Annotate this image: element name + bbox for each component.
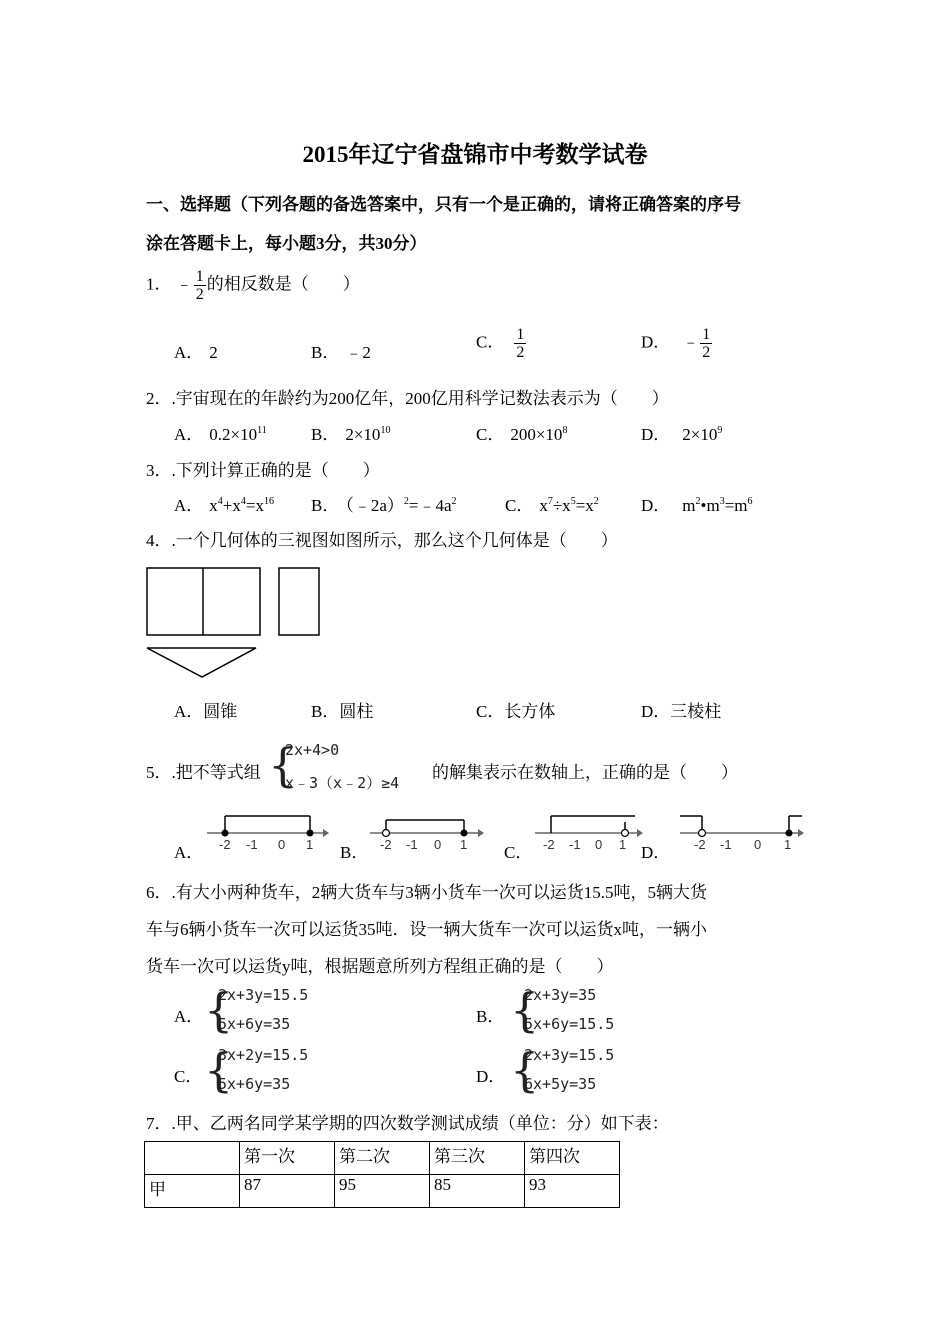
number-line-d [678,810,806,852]
option-exponent: 10 [380,425,391,436]
side-view [279,568,319,635]
top-view [147,648,256,677]
tick-label: 1 [784,837,792,852]
option-label: A． [174,343,204,362]
option-base: 200×10 [510,425,563,444]
arrow-icon [323,829,329,837]
question-4: 4．.一个几何体的三视图如图所示，那么这个几何体是（ ） [146,531,618,550]
option-expression: $x^4+x^4=x^{16}$ [209,496,274,515]
q4-option-b: B．圆柱 [311,702,374,721]
brace-icon: { [204,1043,234,1097]
question-7: 7．.甲、乙两名同学某学期的四次数学测试成绩（单位：分）如下表： [146,1114,669,1133]
minus-sign: ﹣ [682,332,700,352]
option-exponent: 9 [717,425,723,436]
minus-sign: ﹣ [175,274,193,294]
tick-label: -1 [569,837,581,852]
q6-b-eq2: 5x+6y=15.5 [524,1015,615,1033]
option-label: D． [641,425,671,444]
open-endpoint [699,830,706,837]
tick-label: -2 [543,837,555,852]
question-2: 2．.宇宙现在的年龄约为200亿年，200亿用科学记数法表示为（ ） [146,389,669,408]
tick-label: -2 [380,837,392,852]
q1-option-c [476,326,527,361]
q1-option-a [174,338,218,363]
q6-a-eq1: 2x+3y=15.5 [218,986,309,1004]
arrow-icon [637,829,643,837]
solid-endpoint [307,830,314,837]
option-label: B． [311,496,340,515]
inequality-2: x﹣3（x﹣2）≥4 [285,774,400,792]
denominator: 2 [195,286,204,303]
q5-option-c-label: C． [504,843,533,862]
option-exponent: 8 [562,425,568,436]
question-text: 的相反数是（ ） [206,274,360,294]
q6-d-eq2: 6x+5y=35 [524,1075,597,1093]
page-title: 2015年辽宁省盘锦市中考数学试卷 [302,142,648,167]
numerator: 1 [702,326,711,343]
question-6-line2: 车与6辆小货车一次可以运货35吨．设一辆大货车一次可以运货x吨，一辆小 [146,920,707,939]
q4-option-a: A．圆锥 [174,702,238,721]
option-label: C． [476,425,505,444]
option-label: B． [311,425,340,444]
option-label: A． [174,425,204,444]
option-expression: $x^7\div x^5=x^2$ [539,496,599,515]
table-cell: 95 [335,1175,430,1208]
option-label: C． [505,496,534,515]
tick-label: 0 [754,837,762,852]
header-cell: 第二次 [335,1142,430,1175]
question-1 [146,268,360,303]
option-label: D． [641,332,671,352]
table-cell: 87 [240,1175,335,1208]
header-cell [145,1142,240,1175]
solid-endpoint [786,830,793,837]
tick-label: -1 [406,837,418,852]
solid-endpoint [222,830,229,837]
option-label: C． [476,332,505,352]
q2-option-d [641,420,722,445]
open-endpoint [622,830,629,837]
option-base: 2×10 [682,425,718,444]
header-cell: 第三次 [430,1142,525,1175]
q6-option-a-label: A． [174,1007,204,1026]
q4-option-d: D．三棱柱 [641,702,722,721]
q3-option-a [174,491,274,516]
table-cell: 85 [430,1175,525,1208]
option-text: 2 [209,343,218,362]
number-line-c [533,812,645,852]
option-exponent: 11 [257,425,267,436]
q6-option-c-label: C． [174,1067,203,1086]
option-label: D． [641,496,671,515]
q6-b-eq1: 2x+3y=35 [524,986,597,1004]
denominator: 2 [516,344,525,361]
arrow-icon [798,829,804,837]
brace-icon: { [204,983,234,1037]
tick-label: -2 [694,837,706,852]
fraction [514,326,526,361]
tick-label: 1 [460,837,468,852]
open-endpoint [383,830,390,837]
numerator: 1 [516,326,525,343]
q5-option-a-label: A． [174,843,204,862]
three-views-figure [140,560,340,690]
q3-option-d [641,491,753,516]
q5-option-b-label: B． [340,843,369,862]
tick-label: -1 [720,837,732,852]
q1-option-b [311,338,371,363]
q6-option-d-label: D． [476,1067,506,1086]
question-number: 1． [146,274,172,294]
fraction [700,326,712,361]
question-6-line1: 6．.有大小两种货车，2辆大货车与3辆小货车一次可以运货15.5吨，5辆大货 [146,883,707,902]
question-5-lead: 5．.把不等式组 [146,763,261,782]
option-expression: $(﹣2a)^2=﹣4a^2$ [345,496,457,515]
score-table [144,1141,620,1208]
brace-icon: { [510,983,540,1037]
q6-d-eq1: 2x+3y=15.5 [524,1046,615,1064]
tick-label: 0 [595,837,603,852]
option-label: B． [311,343,340,362]
header-cell: 第一次 [240,1142,335,1175]
option-base: 2×10 [345,425,381,444]
number-line-b [368,812,486,852]
denominator: 2 [702,344,711,361]
table-cell: 甲 [145,1175,240,1208]
table-header-row [145,1142,620,1175]
q3-option-b [311,491,457,516]
option-text: ﹣2 [345,343,371,362]
question-6-line3: 货车一次可以运货y吨，根据题意所列方程组正确的是（ ） [146,957,614,976]
q1-option-d [641,326,713,361]
section-heading-line2: 涂在答题卡上，每小题3分，共30分） [146,234,427,253]
header-cell: 第四次 [525,1142,620,1175]
table-cell: 93 [525,1175,620,1208]
q2-option-b [311,420,390,445]
q2-option-c [476,420,567,445]
option-label: A． [174,496,204,515]
option-base: 0.2×10 [209,425,258,444]
tick-label: 1 [306,837,314,852]
q6-option-b-label: B． [476,1007,505,1026]
q6-c-eq2: 5x+6y=35 [218,1075,291,1093]
question-5-tail: 的解集表示在数轴上，正确的是（ ） [432,763,738,782]
tick-label: -2 [219,837,231,852]
option-expression: $m^2•m^3=m^6$ [682,496,753,515]
question-3: 3．.下列计算正确的是（ ） [146,461,380,480]
brace-icon: { [268,738,298,792]
numerator: 1 [195,268,204,285]
q5-option-d-label: D． [641,843,671,862]
q3-option-c [505,491,599,516]
q4-option-c: C．长方体 [476,702,556,721]
q6-c-eq1: 3x+2y=15.5 [218,1046,309,1064]
tick-label: 1 [619,837,627,852]
number-line-a [205,812,330,852]
section-heading-line1: 一、选择题（下列各题的备选答案中，只有一个是正确的，请将正确答案的序号 [146,195,741,214]
q6-a-eq2: 5x+6y=35 [218,1015,291,1033]
q2-option-a [174,420,267,445]
inequality-1: 2x+4>0 [285,741,340,759]
tick-label: 0 [434,837,442,852]
brace-icon: { [510,1043,540,1097]
tick-label: 0 [278,837,286,852]
table-row [145,1175,620,1208]
tick-label: -1 [246,837,258,852]
solid-endpoint [461,830,468,837]
fraction [194,268,206,303]
arrow-icon [478,829,484,837]
